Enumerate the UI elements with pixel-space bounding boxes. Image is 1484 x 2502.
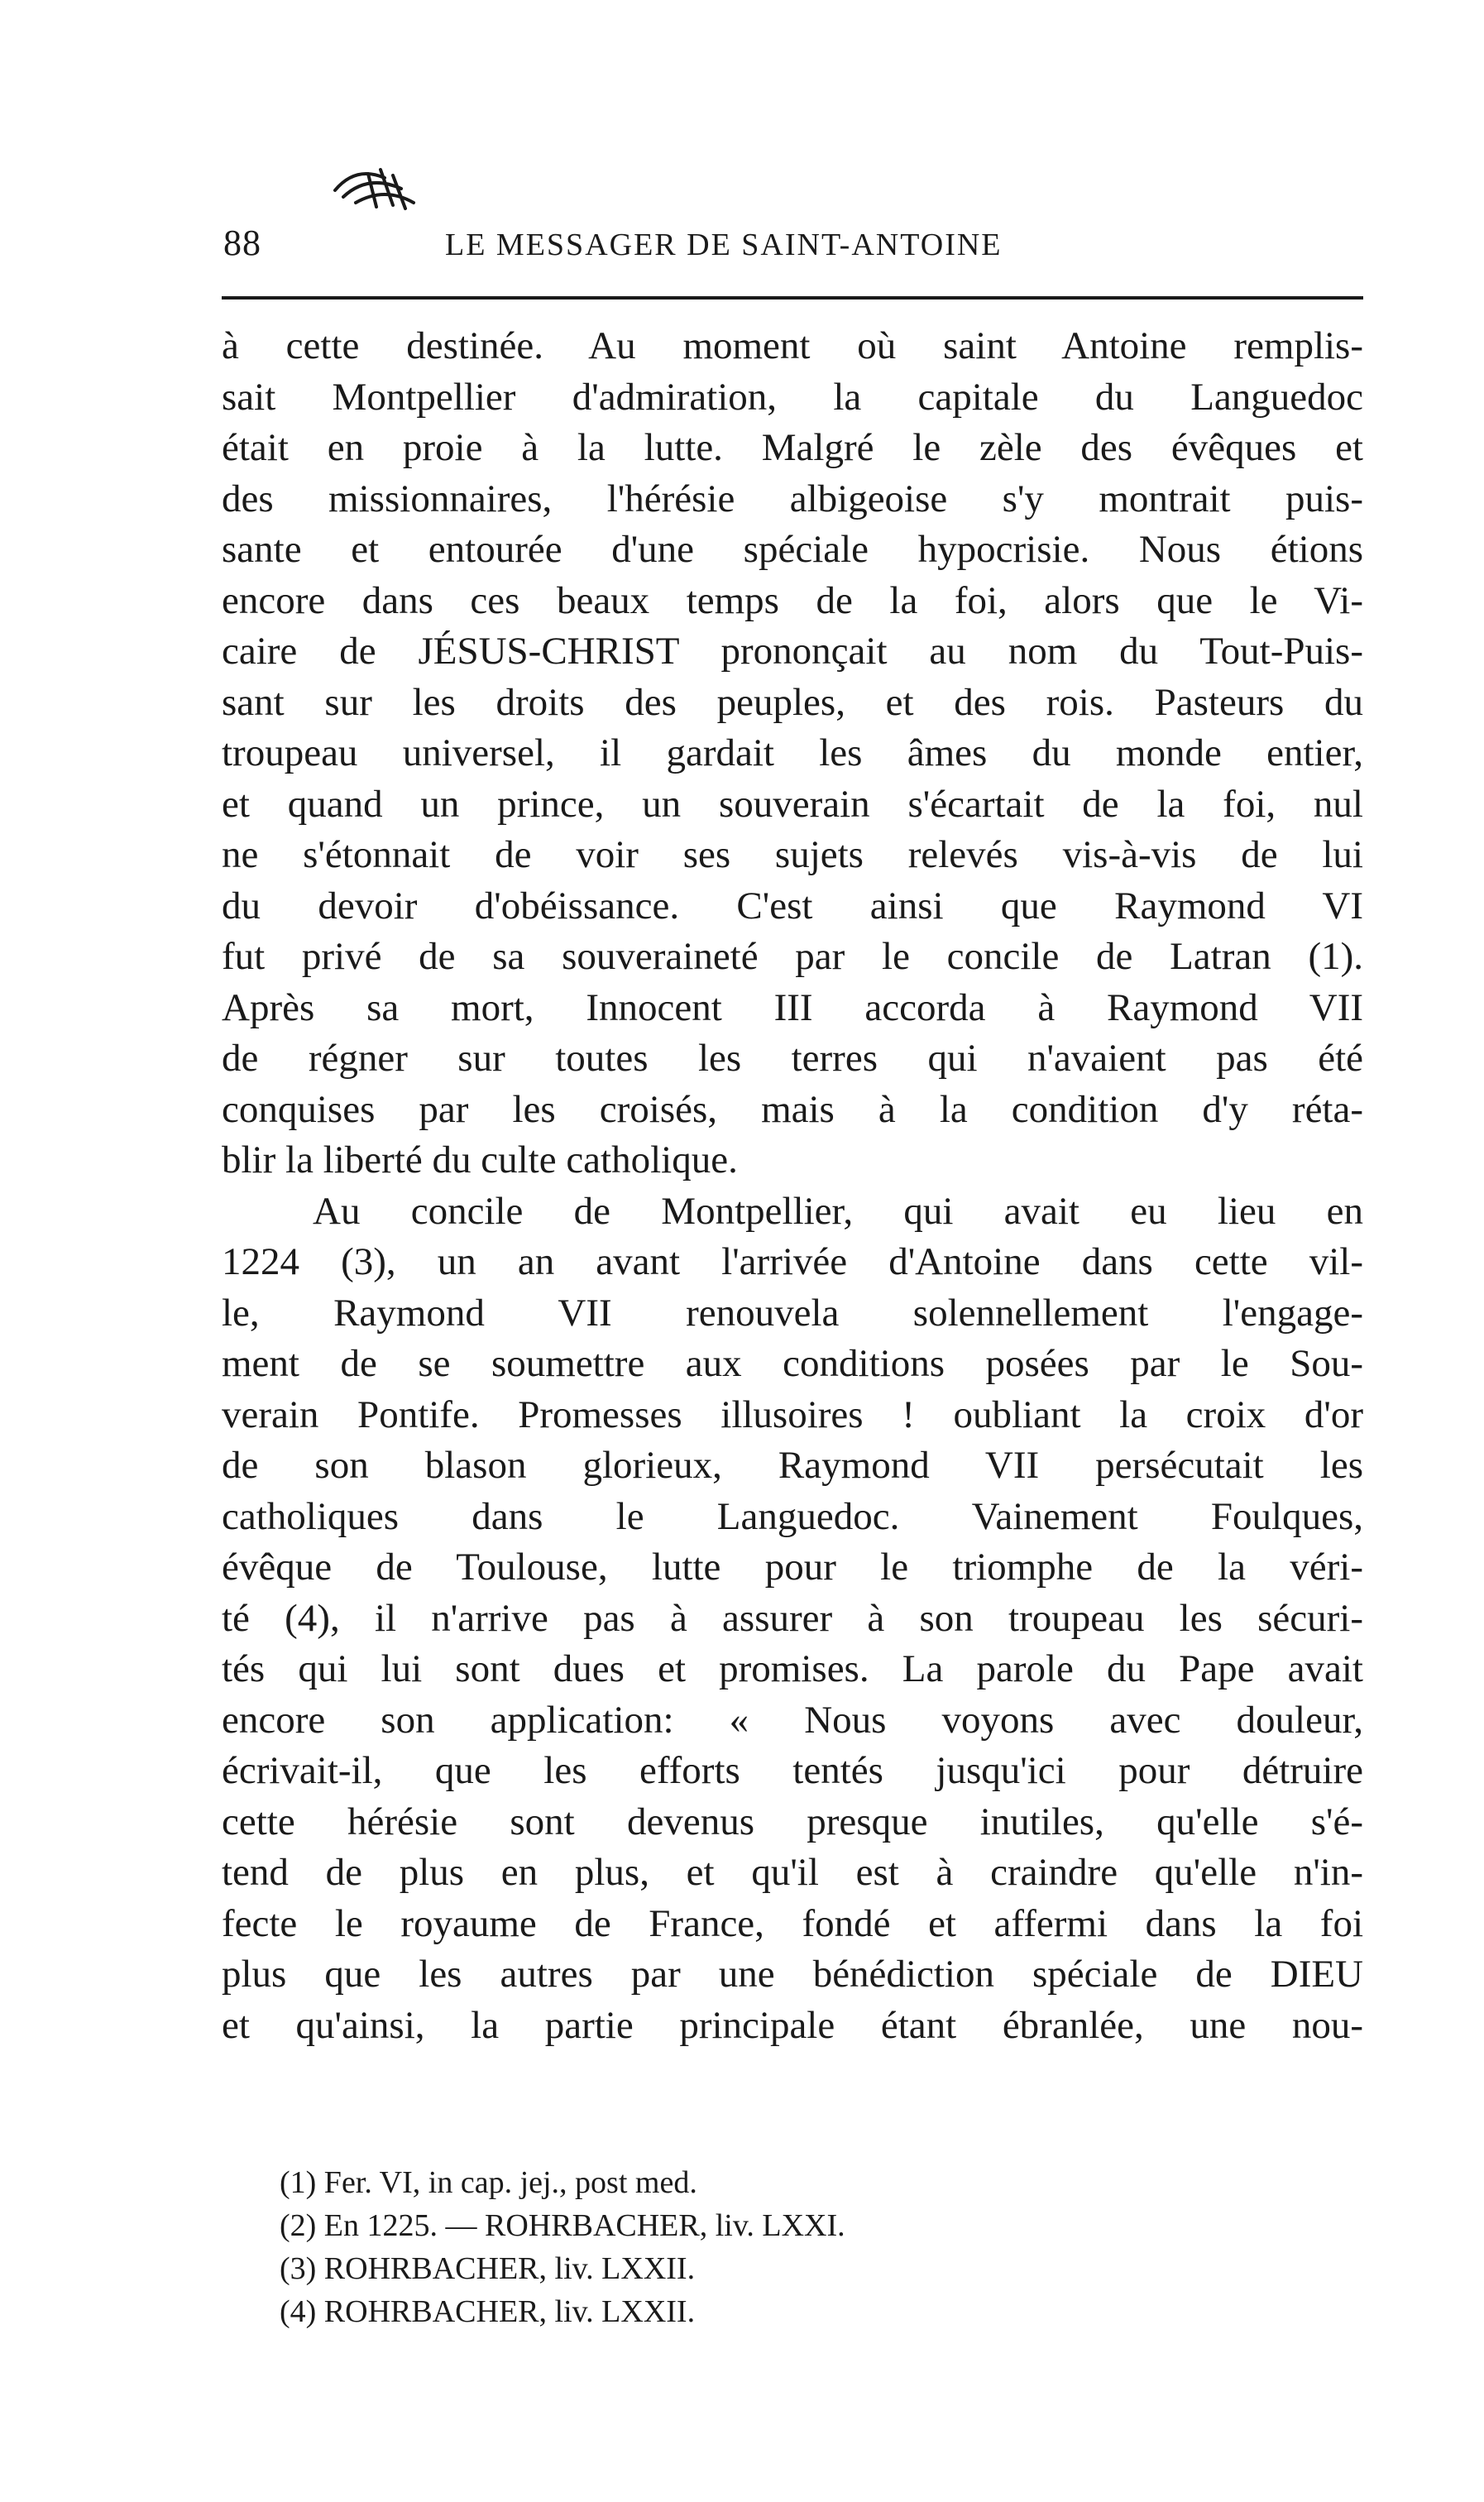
text-line: 1224 (3), un an avant l'arrivée d'Antoine dans cette vil- xyxy=(222,1240,1363,1283)
text-line: à cette destinée. Au moment où saint Antoine remplis- xyxy=(222,324,1363,367)
text-line: cette hérésie sont devenus presque inutiles, qu'elle s'é- xyxy=(222,1800,1363,1843)
text-line: plus que les autres par une bénédiction spéciale de DIEU xyxy=(222,1953,1363,1996)
paragraph-1 xyxy=(222,321,1363,1186)
text-line: tés qui lui sont dues et promises. La parole du Pape avait xyxy=(222,1647,1363,1690)
text-line: fecte le royaume de France, fondé et affermi dans la foi xyxy=(222,1901,1363,1945)
text-line: du devoir d'obéissance. C'est ainsi que Raymond VI xyxy=(222,884,1363,927)
text-line: de régner sur toutes les terres qui n'avaient pas été xyxy=(222,1037,1363,1080)
text-line: fut privé de sa souveraineté par le concile de Latran (1). xyxy=(222,935,1363,978)
text-line: ment de se soumettre aux conditions posées par le Sou- xyxy=(222,1342,1363,1385)
footnote-4: (4) ROHRBACHER, liv. LXXII. xyxy=(280,2294,696,2329)
text-line: de son blason glorieux, Raymond VII persécutait les xyxy=(222,1444,1363,1487)
text-line: encore son application: « Nous voyons avec douleur, xyxy=(222,1698,1363,1742)
footnote-3: (3) ROHRBACHER, liv. LXXII. xyxy=(280,2251,696,2286)
text-line: sant sur les droits des peuples, et des rois. Pasteurs du xyxy=(222,680,1363,724)
text-line: Au concile de Montpellier, qui avait eu lieu en xyxy=(313,1189,1363,1233)
text-line: troupeau universel, il gardait les âmes du monde entier, xyxy=(222,731,1363,774)
text-line: et quand un prince, un souverain s'écartait de la foi, nul xyxy=(222,782,1363,826)
page-number: 88 xyxy=(223,223,261,263)
text-line: évêque de Toulouse, lutte pour le triomphe de la véri- xyxy=(222,1546,1363,1589)
text-line: ne s'étonnait de voir ses sujets relevés vis-à-vis de lui xyxy=(222,833,1363,876)
text-line: sait Montpellier d'admiration, la capitale du Languedoc xyxy=(222,375,1363,419)
text-line: et qu'ainsi, la partie principale étant ébranlée, une nou- xyxy=(222,2003,1363,2047)
text-line: Après sa mort, Innocent III accorda à Raymond VII xyxy=(222,985,1363,1029)
paragraph-2 xyxy=(222,1186,1363,2052)
text-line: té (4), il n'arrive pas à assurer à son troupeau les sécuri- xyxy=(222,1596,1363,1640)
text-line: caire de JÉSUS-CHRIST prononçait au nom du Tout-Puis- xyxy=(222,630,1363,673)
text-line: le, Raymond VII renouvela solennellement l'engage- xyxy=(222,1291,1363,1335)
header-rule xyxy=(222,296,1363,300)
text-line: des missionnaires, l'hérésie albigeoise s'y montrait puis- xyxy=(222,477,1363,520)
text-line: sante et entourée d'une spéciale hypocrisie. Nous étions xyxy=(222,528,1363,571)
text-line: verain Pontife. Promesses illusoires ! oubliant la croix d'or xyxy=(222,1392,1363,1436)
footnote-1: (1) Fer. VI, in cap. jej., post med. xyxy=(280,2165,697,2200)
text-line: écrivait-il, que les efforts tentés jusqu'ici pour détruire xyxy=(222,1749,1363,1792)
running-head xyxy=(223,222,1365,271)
text-line: catholiques dans le Languedoc. Vainement Foulques, xyxy=(222,1494,1363,1538)
text-line: conquises par les croisés, mais à la condition d'y réta- xyxy=(222,1087,1363,1131)
text-line: tend de plus en plus, et qu'il est à craindre qu'elle n'in- xyxy=(222,1851,1363,1894)
footnotes xyxy=(280,2161,1190,2333)
ornament-icon xyxy=(327,157,426,215)
footnote-2: (2) En 1225. — ROHRBACHER, liv. LXXI. xyxy=(280,2208,845,2243)
body-text xyxy=(222,321,1363,2051)
text-line: était en proie à la lutte. Malgré le zèle des évêques et xyxy=(222,426,1363,469)
text-line: encore dans ces beaux temps de la foi, alors que le Vi- xyxy=(222,578,1363,622)
running-title: LE MESSAGER DE SAINT-ANTOINE xyxy=(445,228,1003,262)
text-line: blir la liberté du culte catholique. xyxy=(222,1138,738,1182)
